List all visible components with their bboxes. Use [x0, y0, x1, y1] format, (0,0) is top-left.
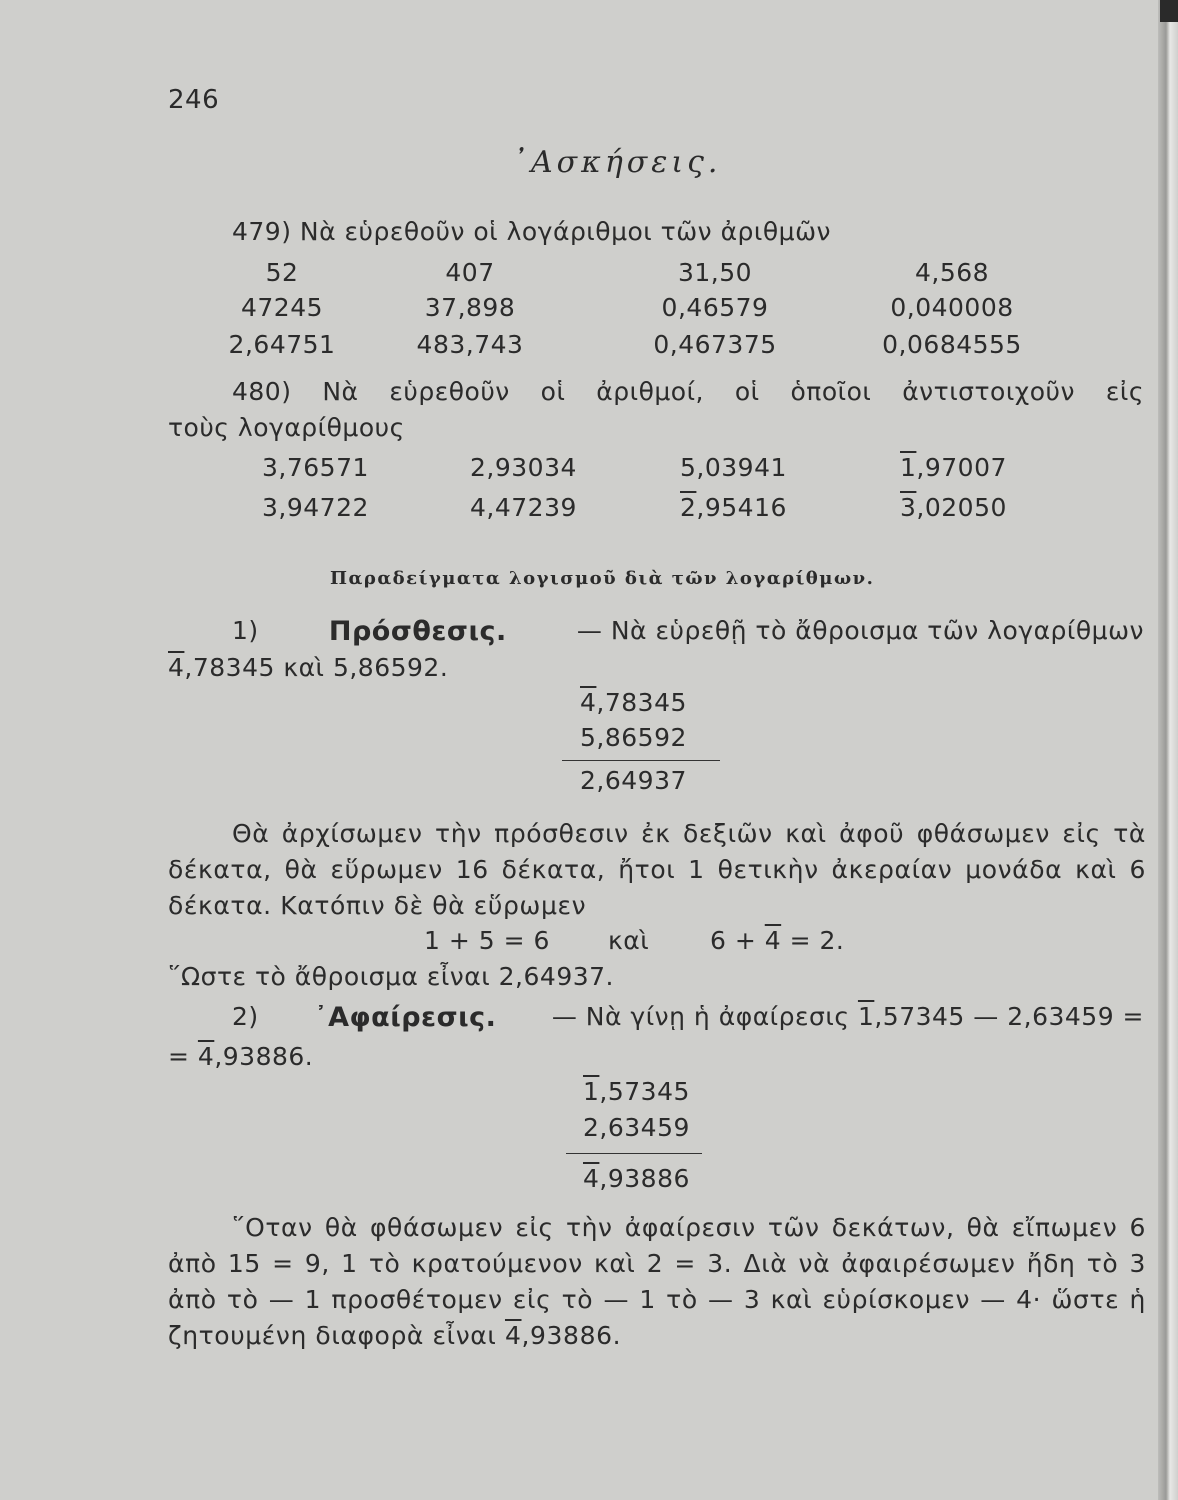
subtraction-number: 2) [232, 1002, 259, 1031]
subtraction-operand-1: 1,57345 [583, 1077, 690, 1106]
table-cell: 1,97007 [900, 453, 1007, 482]
page-corner [1160, 0, 1178, 22]
addition-operand-2: 5,86592 [580, 723, 687, 752]
addition-title: Πρόσθεσις. [328, 616, 507, 647]
addition-equation-1: 1 + 5 = 6 [424, 926, 550, 955]
table-cell: 2,95416 [680, 493, 787, 522]
table-cell: 4,568 [914, 258, 990, 287]
table-cell: 3,76571 [262, 453, 369, 482]
table-cell: 0,46579 [661, 293, 769, 322]
table-cell: 3,02050 [900, 493, 1007, 522]
addition-operands-line: 4,78345 καὶ 5,86592. [168, 653, 449, 682]
table-cell: 31,50 [677, 258, 753, 287]
addition-intro [232, 616, 1144, 647]
table-cell: 2,64751 [228, 330, 336, 359]
table-cell: 483,743 [416, 330, 524, 359]
table-cell: 2,93034 [470, 453, 577, 482]
page-title: ᾿Ασκήσεις. [512, 145, 722, 180]
subtraction-text: — Νὰ γίνῃ ἡ ἀφαίρεσις 1,57345 — 2,63459 = [551, 1002, 1144, 1031]
addition-rule [562, 760, 720, 761]
table-cell: 37,898 [424, 293, 516, 322]
subtraction-result-line: = 4,93886. [168, 1042, 314, 1071]
table-cell: 4,47239 [470, 493, 577, 522]
section-heading: Παραδείγματα λογισμοῦ διὰ τῶν λογαρίθμων. [330, 568, 875, 589]
addition-explanation: Θὰ ἀρχίσωμεν τὴν πρόσθεσιν ἐκ δεξιῶν καὶ ἀφοῦ φθάσωμεν εἰς τὰ δέκατα, θὰ εὕρωμεν 16 δέκατα, ἤτοι 1 θετικὴν ἀκεραίαν μονάδα καὶ 6 δέκατα. Κατόπιν δὲ θὰ εὕρωμεν [168, 819, 1146, 920]
subtraction-result: 4,93886 [583, 1164, 690, 1193]
page-edge [1158, 0, 1178, 1500]
addition-equation-2: 6 + 4 = 2. [710, 926, 845, 955]
table-cell: 5,03941 [680, 453, 787, 482]
table-cell: 0,467375 [653, 330, 777, 359]
table-cell: 407 [445, 258, 495, 287]
table-cell: 3,94722 [262, 493, 369, 522]
exercise-480-prompt-line2: τοὺς λογαρίθμους [168, 413, 405, 442]
addition-equation-and: καὶ [608, 926, 650, 955]
page-number: 246 [168, 85, 220, 115]
subtraction-rule [566, 1153, 702, 1154]
subtraction-intro [232, 1002, 1144, 1033]
addition-operand-1: 4,78345 [580, 688, 687, 717]
table-cell: 52 [265, 258, 299, 287]
addition-text: — Νὰ εὑρεθῇ τὸ ἄθροισμα τῶν λογαρίθμων [576, 616, 1144, 645]
subtraction-title: ᾿Αφαίρεσις. [314, 1002, 497, 1033]
table-cell: 0,0684555 [882, 330, 1022, 359]
addition-conclusion: ῞Ωστε τὸ ἄθροισμα εἶναι 2,64937. [168, 962, 614, 991]
addition-result: 2,64937 [580, 766, 687, 795]
table-cell: 0,040008 [890, 293, 1014, 322]
subtraction-explanation: ῞Οταν θὰ φθάσωμεν εἰς τὴν ἀφαίρεσιν τῶν δεκάτων, θὰ εἴπωμεν 6 ἀπὸ 15 = 9, 1 τὸ κρατούμενον καὶ 2 = 3. Διὰ νὰ ἀφαιρέσωμεν ἤδη τὸ 3 ἀπὸ τὸ — 1 προσθέτομεν εἰς τὸ — 1 τὸ — 3 καὶ εὑρίσκομεν — 4· ὥστε ἡ ζητουμένη διαφορὰ εἶναι 4,93886. [168, 1213, 1146, 1350]
table-cell: 47245 [240, 293, 324, 322]
addition-number: 1) [232, 616, 259, 645]
exercise-480-prompt-line1: 480) Νὰ εὑρεθοῦν οἱ ἀριθμοί, οἱ ὁποῖοι ἀντιστοιχοῦν εἰς [232, 377, 1144, 406]
exercise-479-prompt: 479) Νὰ εὑρεθοῦν οἱ λογάριθμοι τῶν ἀριθμῶν [232, 217, 831, 246]
subtraction-operand-2: 2,63459 [583, 1113, 690, 1142]
